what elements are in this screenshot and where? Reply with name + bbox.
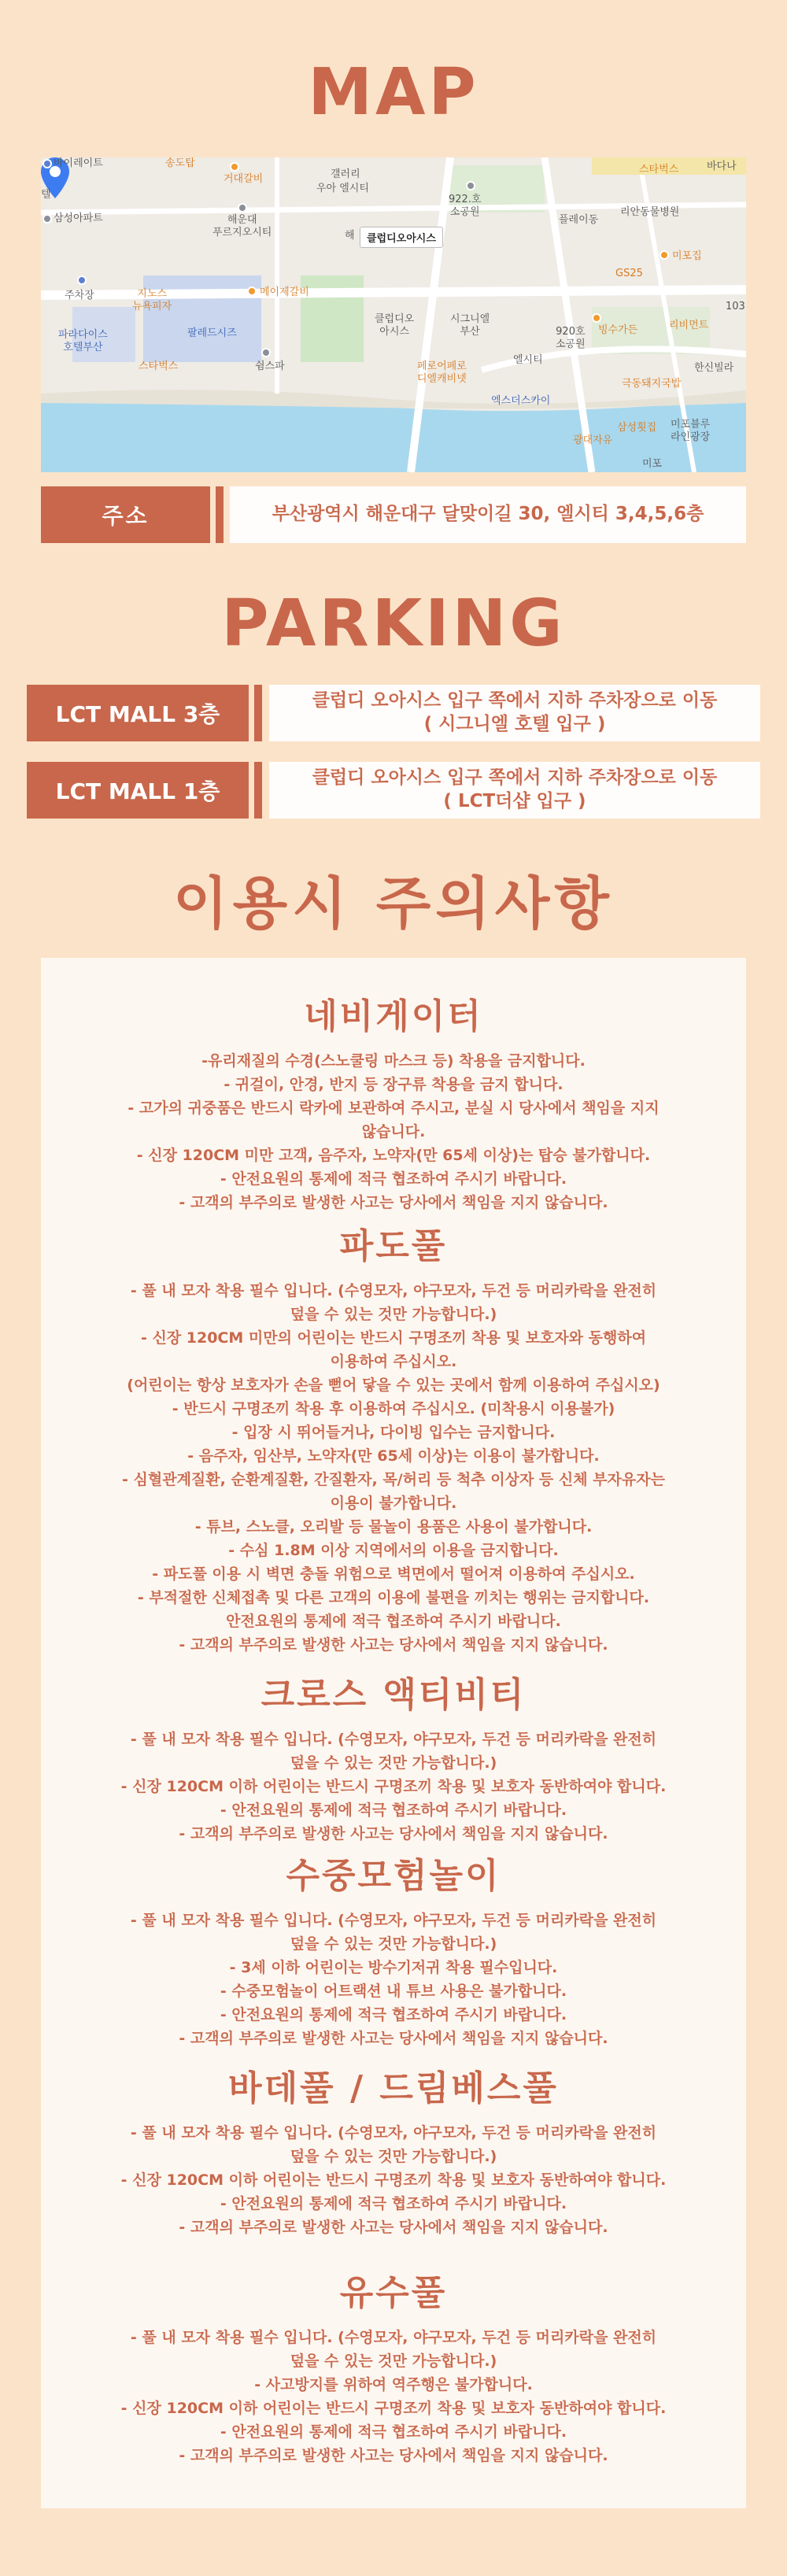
poi-dot-icon [238,203,247,213]
map-label: 미포블루 라인광장 [671,419,711,444]
map-label: 103 [726,301,745,312]
poi-dot-icon [42,159,52,168]
caution-line: - 풀 내 모자 착용 필수 입니다. (수영모자, 야구모자, 두건 등 머리카락을 완전히 [130,1912,657,1929]
parking-title: PARKING [221,586,566,661]
map-label: 쉼스파 [255,360,285,372]
poi-dot-icon [247,286,257,296]
map-label: 파라다이스 호텔부산 [58,329,108,354]
parking-instruction-line: 클럽디 오아시스 입구 쪽에서 지하 주차장으로 이동 [312,690,718,711]
parking-label: LCT MALL 1층 [27,762,249,819]
caution-panel [41,958,746,2508]
caution-line: - 고객의 부주의로 발생한 사고는 당사에서 책임을 지지 않습니다. [179,2447,608,2464]
poi-dot-icon [42,214,52,224]
map-label: 팔레드시즈 [187,327,237,339]
caution-line: - 고객의 부주의로 발생한 사고는 당사에서 책임을 지지 않습니다. [179,1636,608,1654]
caution-line: - 튜브, 스노클, 오리발 등 물놀이 용품은 사용이 불가합니다. [194,1518,593,1536]
caution-line: - 부적절한 신체접촉 및 다른 고객의 이용에 불편을 끼치는 행위는 금지합니다. [137,1589,650,1606]
caution-line: - 반드시 구명조끼 착용 후 이용하여 주십시오. (미착용시 이용불가) [172,1400,615,1417]
parking-instruction [269,685,760,741]
map-label: 우아 엘시티 [316,183,369,194]
map-label: 엑스더스카이 [491,395,551,407]
caution-section [41,2060,746,2239]
map-label: 미포 [642,458,663,470]
caution-line: - 음주자, 임산부, 노약자(만 65세 이상)는 이용이 불가합니다. [187,1447,600,1465]
map-label: GS25 [615,268,643,279]
caution-line: - 신장 120CM 미만의 어린이는 반드시 구명조끼 착용 및 보호자와 동행하여 [140,1329,647,1347]
map-label: 리안동물병원 [620,206,680,218]
map-label: 삼성아파트 [54,213,103,224]
caution-line: - 안전요원의 통제에 적극 협조하여 주시기 바랍니다. [220,2423,567,2441]
map-label: 송도탑 [165,157,195,169]
map-label: 플레이동 [559,214,599,226]
map-label: 920호 소공원 [556,326,586,351]
caution-line: - 3세 이하 어린이는 방수기저귀 착용 필수입니다. [229,1959,558,1976]
map-label: 갤러리 [331,168,360,180]
caution-line: 덮을 수 있는 것만 가능합니다.) [290,1935,497,1953]
caution-line: - 파도풀 이용 시 벽면 충돌 위험으로 벽면에서 떨어져 이용하여 주십시오. [152,1565,635,1583]
caution-line: - 풀 내 모자 착용 필수 입니다. (수영모자, 야구모자, 두건 등 머리카락을 완전히 [130,1282,657,1299]
map-label: 시그니엘 부산 [450,313,490,338]
map-label: 922.호 소공원 [449,194,482,219]
caution-line: - 심혈관계질환, 순환계질환, 간질환자, 목/허리 등 척추 이상자 등 신체 부자유자는 [122,1471,665,1488]
parking-label: LCT MALL 3층 [27,685,249,741]
parking-instruction-note: ( LCT더샵 입구 ) [443,791,586,811]
map-label: 해운대 푸르지오시티 [212,214,272,239]
map-label: 광대자유 [573,434,613,446]
caution-line: - 사고방지를 위하여 역주행은 불가합니다. [254,2376,533,2393]
caution-line: - 귀걸이, 안경, 반지 등 장구류 착용을 금지 합니다. [224,1076,563,1093]
caution-title: 이용시 주의사항 [173,870,614,937]
map-label: 스타벅스 [139,360,179,372]
map-label: 페로어페로 디엘캐비넷 [417,360,467,386]
section-title: 수중모험놀이 [286,1856,501,1896]
caution-section [41,1218,746,1657]
map-label: 지노스 뉴욕피자 [132,288,172,313]
location-map[interactable] [41,157,746,472]
map-label: 텔 [41,189,51,201]
caution-line: - 신장 120CM 이하 어린이는 반드시 구명조끼 착용 및 보호자 동반하여야 합니다. [120,2171,667,2189]
caution-line: - 고객의 부주의로 발생한 사고는 당사에서 책임을 지지 않습니다. [179,1825,608,1842]
map-label: 주차장 [65,290,94,301]
divider [216,486,224,543]
map-label: 바다나 [707,161,737,172]
caution-line: - 수중모험놀이 어트랙션 내 튜브 사용은 불가합니다. [220,1983,567,2000]
map-label: 리비먼트 [669,320,709,331]
divider [254,685,262,741]
divider [254,762,262,819]
poi-dot-icon [261,348,271,357]
caution-section [41,988,746,1214]
map-location-badge: 클럽디오아시스 [360,227,443,248]
caution-line: - 안전요원의 통제에 적극 협조하여 주시기 바랍니다. [220,2195,567,2212]
caution-line: - 입장 시 뛰어들거나, 다이빙 입수는 금지합니다. [231,1424,556,1441]
poi-dot-icon [77,275,87,285]
address-label: 주소 [41,486,210,543]
poi-dot-icon [592,313,601,323]
caution-line: -유리재질의 수경(스노쿨링 마스크 등) 착용을 금지합니다. [201,1052,586,1070]
caution-line: 덮을 수 있는 것만 가능합니다.) [290,1754,497,1772]
caution-line: (어린이는 항상 보호자가 손을 뻗어 닿을 수 있는 곳에서 함께 이용하여 주십시오) [127,1377,660,1394]
poi-dot-icon [466,181,475,190]
caution-line: 않습니다. [361,1123,426,1140]
map-label: 바이레이트 [54,157,103,169]
parking-instruction-note: ( 시그니엘 호텔 입구 ) [423,714,606,734]
caution-line: - 신장 120CM 이하 어린이는 반드시 구명조끼 착용 및 보호자 동반하여야 합니다. [120,1778,667,1795]
parking-instruction [269,762,760,819]
section-title: 유수풀 [339,2273,448,2313]
caution-line: 덮을 수 있는 것만 가능합니다.) [290,2148,497,2165]
caution-line: - 신장 120CM 미만 고객, 음주자, 노약자(만 65세 이상)는 탑승 불가합니다. [136,1147,651,1164]
section-title: 바데풀 / 드림베스풀 [228,2068,559,2108]
caution-line: - 고객의 부주의로 발생한 사고는 당사에서 책임을 지지 않습니다. [179,2219,608,2236]
caution-line: 덮을 수 있는 것만 가능합니다.) [290,1306,497,1323]
caution-line: - 안전요원의 통제에 적극 협조하여 주시기 바랍니다. [220,1802,567,1819]
map-label: 해 [345,230,355,242]
caution-line: 이용이 불가합니다. [330,1495,457,1512]
map-label: 빙수가든 [598,324,638,336]
caution-line: 이용하여 주십시오. [330,1353,457,1370]
caution-line: - 고객의 부주의로 발생한 사고는 당사에서 책임을 지지 않습니다. [179,2030,608,2047]
poi-dot-icon [230,162,239,172]
caution-line: 안전요원의 통제에 적극 협조하여 주시기 바랍니다. [226,1613,561,1630]
caution-section [41,2264,746,2467]
caution-line: - 안전요원의 통제에 적극 협조하여 주시기 바랍니다. [220,2006,567,2023]
poi-dot-icon [660,250,669,260]
map-label: 거대갈비 [224,173,264,185]
section-title: 크로스 액티비티 [260,1675,527,1715]
caution-line: - 풀 내 모자 착용 필수 입니다. (수영모자, 야구모자, 두건 등 머리카락을 완전히 [130,2124,657,2142]
map-title: MAP [308,55,479,130]
caution-section [41,1666,746,1846]
map-label: 삼성횟집 [617,422,657,434]
caution-line: - 신장 120CM 이하 어린이는 반드시 구명조끼 착용 및 보호자 동반하여야 합니다. [120,2400,667,2417]
map-label: 클럽디오 아시스 [375,313,415,338]
caution-section [41,1847,746,2050]
map-label: 한신빌라 [694,362,734,374]
caution-line: - 고가의 귀중품은 반드시 락카에 보관하여 주시고, 분실 시 당사에서 책임을 지지 [127,1100,660,1117]
caution-line: - 풀 내 모자 착용 필수 입니다. (수영모자, 야구모자, 두건 등 머리카락을 완전히 [130,2329,657,2346]
caution-line: - 안전요원의 통제에 적극 협조하여 주시기 바랍니다. [220,1170,567,1188]
map-label: 스타벅스 [639,164,679,176]
map-label: 미포집 [672,250,702,262]
section-title: 네비게이터 [304,996,483,1037]
caution-line: - 고객의 부주의로 발생한 사고는 당사에서 책임을 지지 않습니다. [179,1194,608,1211]
parking-instruction-line: 클럽디 오아시스 입구 쪽에서 지하 주차장으로 이동 [312,767,718,789]
caution-line: - 수심 1.8M 이상 지역에서의 이용을 금지합니다. [228,1542,559,1559]
map-label: 엘시티 [513,354,543,366]
caution-line: 덮을 수 있는 것만 가능합니다.) [290,2352,497,2370]
caution-line: - 풀 내 모자 착용 필수 입니다. (수영모자, 야구모자, 두건 등 머리카락을 완전히 [130,1731,657,1748]
address-value: 부산광역시 해운대구 달맞이길 30, 엘시티 3,4,5,6층 [230,486,746,543]
map-label: 극동돼지국밥 [622,378,682,390]
map-label: 메이제갈비 [260,286,309,298]
section-title: 파도풀 [339,1226,448,1266]
